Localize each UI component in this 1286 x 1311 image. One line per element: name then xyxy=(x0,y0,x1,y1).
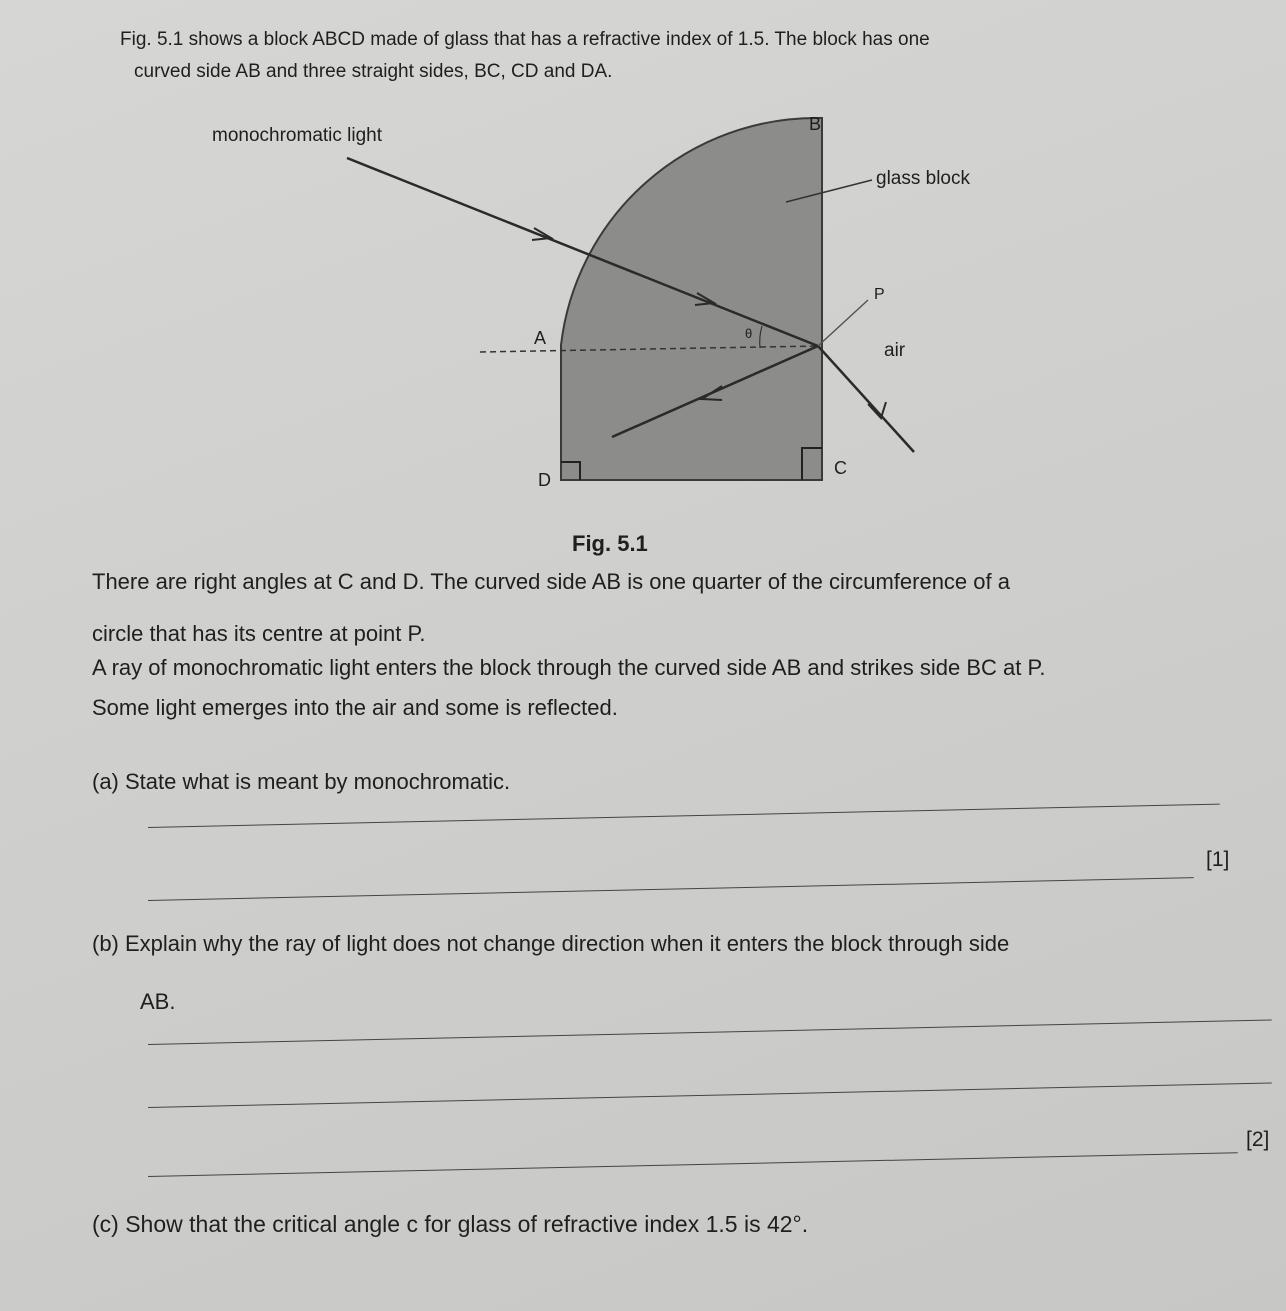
label-air: air xyxy=(884,340,906,361)
paragraph-2-line-2: Some light emerges into the air and some is reflected. xyxy=(92,695,618,720)
paragraph-1-line-2: circle that has its centre at point P. xyxy=(92,621,426,646)
label-b: B xyxy=(809,114,822,134)
answer-line-a1[interactable] xyxy=(148,804,1220,828)
figure-caption: Fig. 5.1 xyxy=(572,531,648,556)
label-p: P xyxy=(874,286,885,303)
intro-line-1: Fig. 5.1 shows a block ABCD made of glass that has a refractive index of 1.5. The block has one xyxy=(120,29,930,50)
label-d: D xyxy=(538,470,551,490)
paragraph-1-line-1: There are right angles at C and D. The curved side AB is one quarter of the circumference of a xyxy=(92,569,1010,594)
refracted-ray xyxy=(818,346,914,452)
marks-a: [1] xyxy=(1206,848,1230,871)
answer-line-b3[interactable] xyxy=(148,1152,1238,1177)
answer-line-a2[interactable] xyxy=(148,877,1194,901)
answer-line-b2[interactable] xyxy=(148,1082,1272,1108)
question-c: (c) Show that the critical angle c for glass of refractive index 1.5 is 42°. xyxy=(92,1211,809,1237)
label-glass-block: glass block xyxy=(876,168,970,189)
label-theta: θ xyxy=(745,326,753,341)
question-a: (a) State what is meant by monochromatic. xyxy=(92,769,511,794)
p-pointer-line xyxy=(818,300,868,346)
marks-b: [2] xyxy=(1246,1128,1270,1151)
answer-line-b1[interactable] xyxy=(148,1019,1272,1045)
paragraph-2-line-1: A ray of monochromatic light enters the block through the curved side AB and strikes side BC at P. xyxy=(92,655,1046,680)
label-monochromatic-light: monochromatic light xyxy=(212,125,383,146)
question-b-line-1: (b) Explain why the ray of light does not change direction when it enters the block through side xyxy=(92,931,1010,956)
fig-5-1-diagram xyxy=(0,0,1286,520)
intro-line-2: curved side AB and three straight sides, BC, CD and DA. xyxy=(134,61,613,82)
question-b-line-2: AB. xyxy=(140,989,176,1014)
glass-block-shape xyxy=(561,118,822,480)
label-c: C xyxy=(834,458,847,478)
label-a: A xyxy=(534,328,547,348)
